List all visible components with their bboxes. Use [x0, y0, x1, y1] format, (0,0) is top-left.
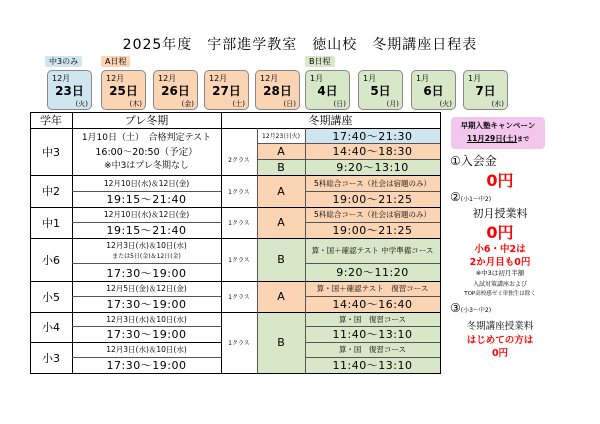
- campaign-item3-prefix: ③: [450, 301, 461, 315]
- day-month: 1月: [468, 74, 482, 83]
- tag-only-chu3: 中3のみ: [45, 56, 82, 67]
- campaign-item1-value: 0円: [486, 171, 514, 190]
- sho4-time: 11:40～13:10: [305, 326, 440, 342]
- tag-b-schedule: B日程: [305, 56, 335, 67]
- chu1-sched: A: [257, 207, 305, 238]
- pre-sho6-time: 17:30～19:00: [106, 266, 187, 280]
- grid-inner-line: [305, 191, 440, 192]
- day-month: 12月: [209, 74, 228, 83]
- pre-chu2-date: 12月10日(水)＆12日(金): [103, 179, 190, 188]
- grade-sho5: 小5: [42, 290, 60, 304]
- campaign-item2-label: 初月授業料: [472, 207, 528, 220]
- pre-chu3-line1: 1月10日（土） 合格判定テスト: [81, 133, 212, 143]
- day-month: 12月: [106, 74, 125, 83]
- day-date: 25日: [109, 84, 138, 98]
- grid-row-line: [30, 207, 440, 208]
- campaign-item2-line: [450, 190, 491, 204]
- day-box: [358, 70, 403, 110]
- campaign-item2-prefix: ②: [450, 190, 461, 204]
- sho4-course: 算・国 復習コース: [305, 312, 440, 326]
- chu1-time: 19:00～21:25: [305, 222, 440, 238]
- sho5-course: 算・国＋確認テスト 復習コース: [305, 281, 440, 296]
- grid-col-classes: [257, 128, 258, 373]
- grid-inner-line: [72, 222, 221, 223]
- day-box: [255, 70, 300, 110]
- campaign-item3-label: 冬期講座授業料: [466, 321, 534, 332]
- day-box: [411, 70, 456, 110]
- day-weekday: (土): [232, 100, 245, 108]
- pre-chu3-line3: ※中3はプレ冬期なし: [104, 161, 189, 171]
- page-title: 2025年度 宇部進学教室 徳山校 冬期講座日程表: [122, 37, 478, 53]
- grid-inner-line: [305, 263, 440, 264]
- day-weekday: (日): [283, 100, 296, 108]
- day-weekday: (月): [386, 100, 399, 108]
- sho6-time: 9:20～11:20: [305, 263, 440, 281]
- campaign-note3: TOP高校感ゼミ単独生は除く: [464, 291, 536, 297]
- sho6-sched: B: [257, 238, 305, 281]
- pre-sho6-date2: または5日(金)＆12日(金): [112, 253, 181, 260]
- campaign-item2-note1: 小6・中2は: [474, 244, 526, 255]
- table-border-bottom: [30, 373, 440, 374]
- pre-chu2-time: 19:15～21:40: [106, 193, 187, 206]
- chu2-sched: A: [257, 175, 305, 207]
- pre-sho5-time: 17:30～19:00: [106, 298, 187, 311]
- chu2-course: 5科総合コース（社会は宿題のみ）: [305, 175, 440, 191]
- grid-row-line: [30, 175, 440, 176]
- day-date: 5日: [370, 84, 391, 98]
- chu1-course: 5科総合コース（社会は宿題のみ）: [305, 207, 440, 222]
- chu3-sched-a: A: [257, 143, 305, 159]
- pre-sho4-time: 17:30～19:00: [106, 328, 187, 341]
- campaign-item2-note2: 2か月目も0円: [469, 257, 531, 268]
- campaign-deadline-suffix: まで: [517, 136, 530, 143]
- header-winter: 冬期講座: [308, 114, 353, 127]
- campaign-note1: ※中3は初月半額: [475, 269, 525, 277]
- day-box: [204, 70, 249, 110]
- grid-row-line: [30, 238, 440, 239]
- chu3-special-time: 17:40～21:30: [305, 128, 440, 143]
- pre-sho3-time: 17:30～19:00: [106, 359, 187, 372]
- chu1-class-count: 1クラス: [228, 220, 250, 227]
- pre-sho3-date: 12月3日(水)＆10日(水): [106, 345, 187, 354]
- pre-chu1-date: 12月10日(水)＆12日(金): [103, 210, 190, 219]
- day-box: [101, 70, 146, 110]
- campaign-deadline: 11月29日(土): [466, 134, 518, 143]
- sho3-course: 算・国 復習コース: [305, 342, 440, 357]
- campaign-item3-scope: (小3～中2): [460, 307, 492, 314]
- day-date: 23日: [55, 84, 84, 98]
- table-border-top: [30, 112, 440, 113]
- grid-inner-line: [305, 357, 440, 358]
- header-grade: 学年: [40, 114, 62, 127]
- day-weekday: (金): [181, 100, 194, 108]
- grid-inner-line: [305, 326, 440, 327]
- pre-chu3-line2: 16:00～20:50（予定）: [95, 146, 198, 158]
- grade-chu2: 中2: [42, 185, 60, 198]
- campaign-item2-value: 0円: [486, 223, 514, 242]
- campaign-item3-note2: 0円: [491, 348, 509, 359]
- grid-inner-line: [305, 342, 440, 343]
- campaign-deadline-line: [451, 133, 545, 144]
- day-month: 12月: [260, 74, 279, 83]
- header-pre: プレ冬期: [124, 114, 169, 127]
- grid-col-sched: [305, 128, 306, 373]
- sho5-sched: A: [257, 281, 305, 312]
- pre-chu1-time: 19:15～21:40: [106, 224, 187, 237]
- day-box: [463, 70, 508, 110]
- sho34-class-count: 1クラス: [228, 340, 250, 347]
- chu3-time-a: 14:40～18:30: [305, 143, 440, 159]
- grade-sho4: 小4: [42, 321, 60, 334]
- day-weekday: (日): [333, 100, 346, 108]
- sho6-class-count: 1クラス: [228, 257, 250, 264]
- day-box: [47, 70, 92, 110]
- sho6-course: 算・国＋確認テスト 中学準備コース: [305, 238, 440, 263]
- tag-a-schedule: A日程: [101, 56, 130, 67]
- day-weekday: (火): [439, 100, 452, 108]
- grade-chu3: 中3: [42, 145, 60, 159]
- grid-inner-line: [257, 159, 440, 160]
- pre-sho5-date: 12月5日(金)＆12日(金): [106, 284, 187, 293]
- grid-row-line: [30, 342, 221, 343]
- sho5-class-count: 1クラス: [228, 294, 250, 301]
- day-date: 4日: [317, 84, 338, 98]
- grid-row-line: [30, 281, 440, 282]
- chu2-time: 19:00～21:25: [305, 191, 440, 207]
- pre-sho4-date: 12月3日(水)＆10日(水): [106, 314, 187, 324]
- day-date: 6日: [423, 84, 444, 98]
- grid-inner-line: [305, 296, 440, 297]
- grid-header-line: [30, 128, 440, 129]
- sho5-time: 14:40～16:40: [305, 296, 440, 312]
- grid-inner-line: [72, 357, 221, 358]
- chu3-class-count: 2クラス: [228, 156, 250, 164]
- grid-inner-line: [72, 263, 221, 264]
- grid-row-line: [30, 312, 440, 313]
- day-box: [305, 70, 350, 110]
- day-date: 28日: [263, 84, 292, 98]
- campaign-item2-scope: (小1～中2): [460, 196, 492, 203]
- grid-col-grade: [72, 112, 73, 374]
- day-date: 7日: [475, 84, 496, 98]
- pre-sho6-date1: 12月3日(水)＆10日(水): [106, 240, 187, 250]
- chu2-class-count: 1クラス: [228, 188, 250, 196]
- grade-sho3: 小3: [42, 351, 60, 365]
- day-weekday: (火): [75, 100, 88, 108]
- chu3-sched-b: B: [257, 159, 305, 175]
- campaign-item3-line: [450, 301, 491, 315]
- campaign-banner: [451, 117, 545, 149]
- table-border-right: [440, 112, 441, 374]
- chu3-special-date: 12月23日(火): [262, 133, 300, 140]
- day-month: 12月: [158, 74, 177, 83]
- sho34-sched: B: [257, 312, 305, 373]
- campaign-item1: ①入会金: [450, 154, 497, 168]
- grid-inner-line: [72, 326, 221, 327]
- day-month: 1月: [363, 74, 377, 83]
- day-date: 26日: [161, 84, 190, 98]
- grid-col-pre: [221, 112, 222, 374]
- campaign-note2: 入試対策講座および: [472, 281, 527, 288]
- campaign-item3-note1: はじめての方は: [466, 335, 534, 346]
- grid-inner-line: [72, 296, 221, 297]
- day-date: 27日: [212, 84, 241, 98]
- sho3-time: 11:40～13:10: [305, 357, 440, 373]
- grid-inner-line: [72, 191, 221, 192]
- day-box: [153, 70, 198, 110]
- day-month: 1月: [310, 74, 324, 83]
- grade-sho6: 小6: [42, 253, 60, 267]
- day-weekday: (水): [491, 100, 504, 108]
- chu3-time-b: 9:20～13:10: [305, 159, 440, 175]
- day-month: 1月: [416, 74, 430, 83]
- grid-inner-line: [257, 143, 440, 144]
- grid-inner-line: [305, 222, 440, 223]
- campaign-title: 早期入塾キャンペーン: [460, 121, 536, 130]
- grade-chu1: 中1: [42, 216, 60, 230]
- day-weekday: (木): [129, 100, 142, 108]
- day-month: 12月: [52, 74, 71, 83]
- table-border-left: [30, 112, 31, 374]
